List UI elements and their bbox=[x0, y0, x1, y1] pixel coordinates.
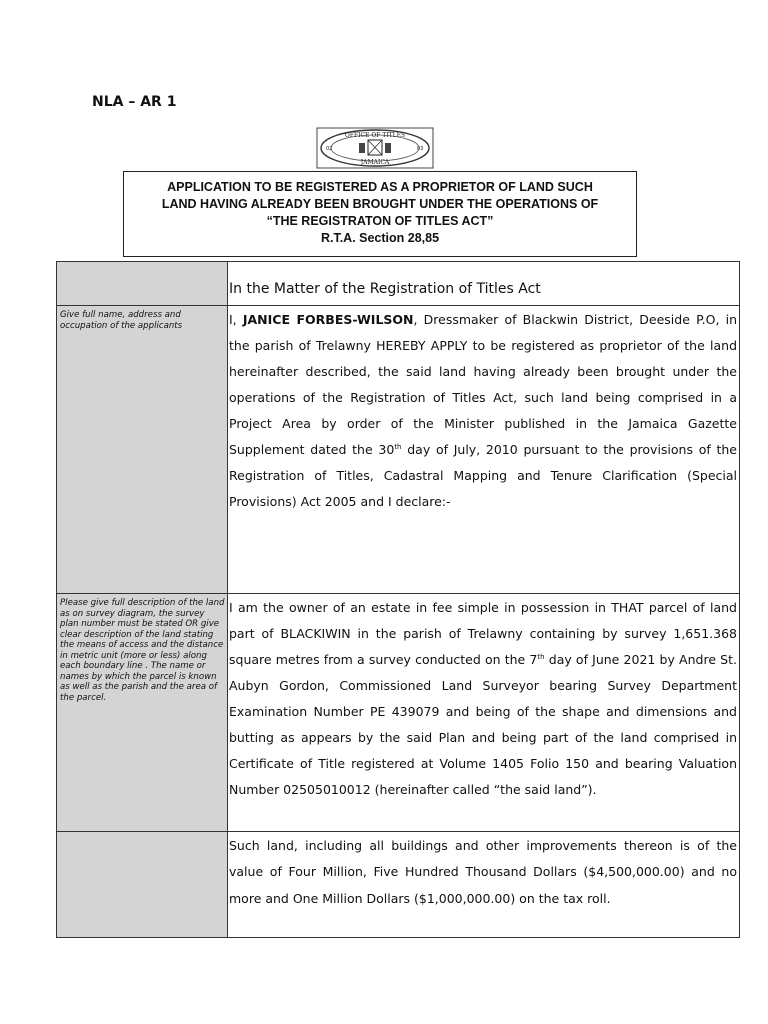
office-of-titles-seal-icon bbox=[316, 127, 434, 169]
seal-right-number: 03 bbox=[417, 146, 424, 152]
value-note bbox=[57, 832, 227, 836]
heading-cell bbox=[228, 262, 740, 306]
applicant-statement bbox=[228, 306, 739, 515]
matter-heading: In the Matter of the Registration of Titles Act bbox=[229, 281, 541, 297]
application-title-box bbox=[123, 171, 637, 257]
title-line-3: “THE REGISTRATON OF TITLES ACT” bbox=[266, 214, 494, 228]
ordinal-suffix: th bbox=[537, 652, 545, 661]
land-description-row bbox=[57, 594, 740, 832]
land-description-cell bbox=[228, 594, 740, 832]
land-value-cell bbox=[228, 832, 740, 938]
land-description-note: Please give full description of the land as on survey diagram, the survey plan number must be stated OR give clear description of the land stating the means of access and the distance in metric unit (more or less) along each boundary line . The name or names by which the parcel is known as well as the parish and the area of the parcel. bbox=[60, 598, 225, 703]
title-line-4: R.T.A. Section 28,85 bbox=[320, 231, 440, 245]
title-line-1: APPLICATION TO BE REGISTERED AS A PROPRIETOR OF LAND SUCH bbox=[167, 180, 593, 194]
land-description bbox=[228, 594, 739, 803]
seal-left-number: 02 bbox=[326, 146, 333, 152]
applicant-statement-cell bbox=[228, 306, 740, 594]
statement-part-a: , Dressmaker of Blackwin District, Deeside P.O, in the parish of Trelawny HEREBY APPLY to be registered as proprietor of the land hereinafter described, the said land having already been brought under the operations of the Registration of Titles Act, such land being comprised in a Project Area by order of the Minister published in the Jamaica Gazette Supplement dated the 30 bbox=[229, 312, 737, 457]
heading-side-cell bbox=[57, 262, 228, 306]
applicant-row bbox=[57, 306, 740, 594]
form-identifier: NLA – AR 1 bbox=[92, 94, 177, 110]
ordinal-suffix: th bbox=[394, 442, 402, 451]
land-note-cell bbox=[57, 594, 228, 832]
statement-part-b: day of July, 2010 pursuant to the provisions of the Registration of Titles, Cadastral Mapping and Tenure Clarification (Special Provisions) Act 2005 and I declare:- bbox=[229, 442, 737, 509]
land-value-row bbox=[57, 832, 740, 938]
land-part-a: I am the owner of an estate in fee simple in possession in THAT parcel of land part of BLACKIWIN in the parish of Trelawny containing by survey 1,651.368 square metres from a survey conducted on the 7 bbox=[229, 600, 737, 667]
seal-text-top: OFFICE OF TITLES bbox=[344, 132, 406, 139]
application-form-table bbox=[56, 261, 740, 938]
land-value-statement: Such land, including all buildings and other improvements thereon is of the value of Four Million, Five Hundred Thousand Dollars ($4,500,000.00) and no more and One Million Dollars ($1,000,000.00) on the tax roll. bbox=[229, 838, 737, 906]
applicant-name: JANICE FORBES-WILSON bbox=[242, 312, 414, 327]
title-line-2: LAND HAVING ALREADY BEEN BROUGHT UNDER THE OPERATIONS OF bbox=[161, 197, 599, 211]
seal-text-bottom: JAMAICA bbox=[360, 159, 390, 166]
land-part-b: day of June 2021 by Andre St. Aubyn Gordon, Commissioned Land Surveyor bearing Survey Department Examination Number PE 439079 and being of the shape and dimensions and butting as appears by the said Plan and being part of the land comprised in Certificate of Title registered at Volume 1405 Folio 150 and bearing Valuation Number 02505010012 (hereinafter called “the said land”). bbox=[229, 652, 737, 797]
applicant-note-cell bbox=[57, 306, 228, 594]
value-note-cell bbox=[57, 832, 228, 938]
heading-row bbox=[57, 262, 740, 306]
statement-prefix: I, bbox=[229, 312, 243, 327]
applicant-note: Give full name, address and occupation of the applicants bbox=[60, 310, 183, 331]
